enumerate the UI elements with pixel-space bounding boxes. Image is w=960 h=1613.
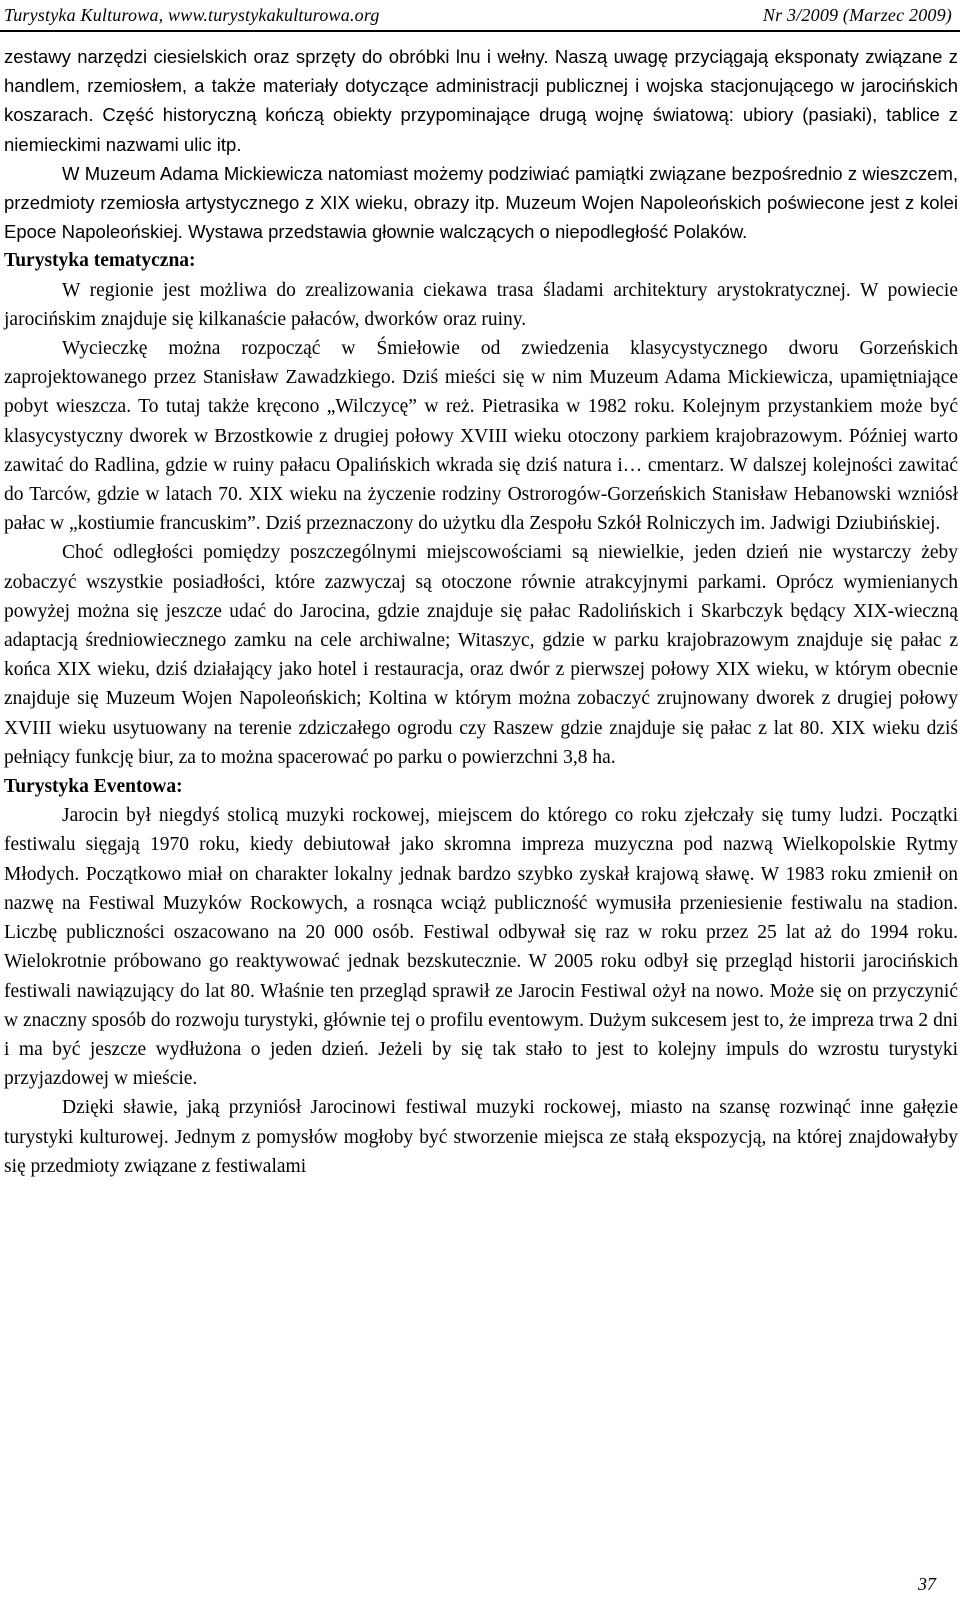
running-header bbox=[0, 0, 960, 30]
page-number: 37 bbox=[918, 1574, 936, 1594]
article-body bbox=[4, 42, 958, 1181]
paragraph-mickiewicz-museum: W Muzeum Adama Mickiewicza natomiast możemy podziwiać pamiątki związane bezpośrednio z wieszczem, przedmioty rzemiosła artystycznego z XIX wieku, obrazy itp. Muzeum Wojen Napoleońskich poświecone jest z kolei Epoce Napoleońskiej. Wystawa przedstawia głownie walczących o niepodległość Polaków. bbox=[4, 162, 958, 243]
heading-event-tourism: Turystyka Eventowa: bbox=[4, 776, 183, 798]
paragraph-jarocin-festival: Jarocin był niegdyś stolicą muzyki rockowej, miejscem do którego co roku zjełczały się tumy ludzi. Początki festiwalu sięgają 1970 roku, kiedy debiutował jako skromna impreza muzyczna pod nazwą Wielkopolskie Rytmy Młodych. Początkowo miał on charakter lokalny jednak bardzo szybko zyskał krajową sławę. W 1983 roku zmienił on nazwę na Festiwal Muzyków Rockowych, a rosnąca wciąż publiczność wymusiła przeniesienie festiwalu na stadion. Liczbę publiczności oszacowano na 20 000 osób. Festiwal odbywał się raz w roku przez 25 lat aż do 1994 roku. Wielokrotnie próbowano go reaktywować jednak bezskutecznie. W 2005 roku odbył się przegląd historii jarocińskich festiwali nawiązujący do lat 80. Właśnie ten przegląd sprawił ze Jarocin Festiwal ożył na nowo. Może się on przyczynić w znaczny sposób do rozwoju turystyki, głównie tej o profilu eventowym. Dużym sukcesem jest to, że impreza trwa 2 dni i ma być jeszcze wydłużona o jeden dzień. Jeżeli by się tak stało to jest to kolejny impuls do wzrostu turystyki przyjazdowej w mieście. bbox=[4, 805, 958, 1090]
paragraph-museum-exhibits: zestawy narzędzi ciesielskich oraz sprzęty do obróbki lnu i wełny. Naszą uwagę przyciągają eksponaty związane z handlem, rzemiosłem, a także materiały dotyczące administracji publicznej i wojska stacjonującego w jarocińskich koszarach. Część historyczną kończą obiekty przypominające drugą wojnę światową: ubiory (pasiaki), tablice z niemieckimi nazwami ulic itp. bbox=[4, 46, 958, 155]
paragraph-aristocratic-route: W regionie jest możliwa do zrealizowania ciekawa trasa śladami architektury arystokratycznej. W powiecie jarocińskim znajduje się kilkanaście pałaców, dworków oraz ruiny. bbox=[4, 279, 958, 330]
heading-thematic-tourism: Turystyka tematyczna: bbox=[4, 250, 196, 272]
header-divider bbox=[0, 30, 960, 32]
paragraph-smielow-trip: Wycieczkę można rozpocząć w Śmiełowie od zwiedzenia klasycystycznego dworu Gorzeńskich zaprojektowanego przez Stanisław Zawadzkiego. Dziś mieści się w nim Muzeum Adama Mickiewicza, upamiętniające pobyt wieszcza. To tutaj także kręcono „Wilczycę” w reż. Pietrasika w 1982 roku. Kolejnym przystankiem może być klasycystyczny dworek w Brzostkowie z drugiej połowy XVIII wieku otoczony parkiem krajobrazowym. Później warto zawitać do Radlina, gdzie w ruiny pałacu Opalińskich wkrada się dziś natura i… cmentarz. W dalszej kolejności zawitać do Tarców, gdzie w latach 70. XIX wieku na życzenie rodziny Ostrorogów-Gorzeńskich Stanisław Hebanowski wzniósł pałac w „kostiumie francuskim”. Dziś przeznaczony do użytku dla Zespołu Szkół Rolniczych im. Jadwigi Dziubińskiej. bbox=[4, 338, 958, 535]
header-issue-number: Nr 3/2009 (Marzec 2009) bbox=[762, 4, 952, 25]
paragraph-other-residences: Choć odległości pomiędzy poszczególnymi miejscowościami są niewielkie, jeden dzień nie wystarczy żeby zobaczyć wszystkie posiadłości, które zazwyczaj są otoczone równie atrakcyjnymi parkami. Oprócz wymienianych powyżej można się jeszcze udać do Jarocina, gdzie znajduje się pałac Radolińskich i Skarbczyk będący XIX-wieczną adaptacją średniowiecznego zamku na cele archiwalne; Witaszyc, gdzie w parku krajobrazowym znajduje się pałac z końca XIX wieku, dziś działający jako hotel i restauracja, oraz dwór z pierwszej połowy XIX wieku, w którym obecnie znajduje się Muzeum Wojen Napoleońskich; Koltina w którym można zobaczyć zrujnowany dworek z drugiej połowy XVIII wieku usytuowany na terenie zdziczałego ogrodu czy Raszew gdzie znajduje się pałac z lat 80. XIX wieku dziś pełniący funkcję biur, za to można spacerować po parku o powierzchni 3,8 ha. bbox=[4, 542, 958, 768]
header-journal-title: Turystyka Kulturowa, www.turystykakulturowa.org bbox=[4, 4, 380, 25]
paragraph-festival-legacy: Dzięki sławie, jaką przyniósł Jarocinowi festiwal muzyki rockowej, miasto na szansę rozwinąć inne gałęzie turystyki kulturowej. Jednym z pomysłów mogłoby być stworzenie miejsca ze stałą ekspozycją, na której znajdowałyby się przedmioty związane z festiwalami bbox=[4, 1097, 958, 1177]
